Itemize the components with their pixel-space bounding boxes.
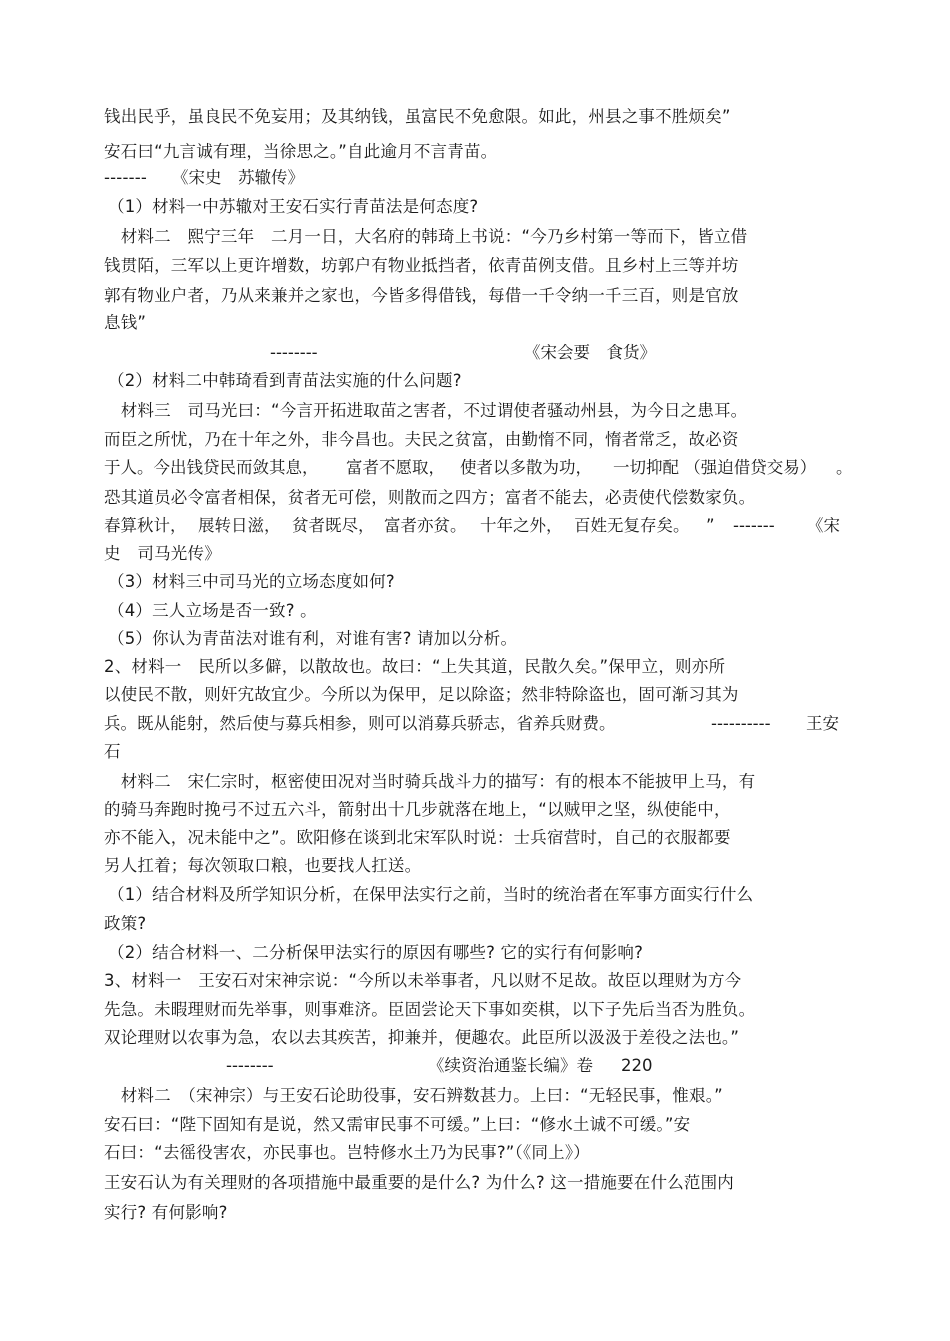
question: （2）结合材料一、二分析保甲法实行的原因有哪些? 它的实行有何影响?	[108, 943, 644, 962]
dash-separator: -------	[733, 516, 775, 535]
text-segment: 贫者既尽，	[292, 516, 375, 535]
text-segment: 十年之外，	[480, 516, 563, 535]
text-segment: 使者以多散为功，	[460, 458, 592, 477]
text-segment: 展转日滋，	[198, 516, 281, 535]
citation: 《宋会要 食货》	[524, 343, 656, 362]
question: （5）你认为青苗法对谁有利，对谁有害? 请加以分析。	[108, 629, 518, 648]
question: 实行? 有何影响?	[104, 1203, 228, 1222]
citation-number: 220	[621, 1056, 653, 1075]
text-line: 另人扛着；每次领取口粮，也要找人扛送。	[104, 856, 422, 875]
text-line: 以使民不散，则奸宄故宜少。今所以为保甲，足以除盗；然非特除盗也，固可渐习其为	[104, 685, 739, 704]
text-segment: 兵。既从能射，然后使与募兵相参，则可以消募兵骄志，省养兵财费。	[104, 714, 616, 733]
dash-separator: --------	[226, 1056, 274, 1075]
citation: 《续资治通鉴长编》卷	[428, 1056, 593, 1075]
text-segment: 富者不愿取，	[346, 458, 445, 477]
text-segment: 于人。今出钱贷民而敛其息，	[104, 458, 319, 477]
text-line: 安石曰：“陛下固知有是说，然又需审民事不可缓。”上曰：“修水土诚不可缓。”安	[104, 1115, 691, 1134]
citation: 王安	[806, 714, 839, 733]
question: （1）材料一中苏辙对王安石实行青苗法是何态度?	[108, 197, 479, 216]
text-line: 2、材料一 民所以多僻，以散故也。故曰：“上失其道，民散久矣。”保甲立，则亦所	[104, 657, 726, 676]
dash-separator: -------	[104, 168, 148, 187]
dash-separator: ----------	[711, 714, 771, 733]
question: （4）三人立场是否一致? 。	[108, 601, 317, 620]
text-segment: 一切抑配 （强迫借贷交易）	[613, 458, 817, 477]
citation: 《宋	[807, 516, 840, 535]
text-line: 先急。未暇理财而先举事，则事难济。臣固尝论天下事如奕棋，以下子先后当否为胜负。	[104, 1000, 756, 1019]
citation: 史 司马光传》	[104, 544, 221, 563]
text-segment: 百姓无复存矣。	[574, 516, 690, 535]
text-line: 息钱”	[104, 313, 147, 332]
question: （2）材料二中韩琦看到青苗法实施的什么问题?	[108, 371, 462, 390]
text-segment: 春算秋计，	[104, 516, 187, 535]
question: （1）结合材料及所学知识分析，在保甲法实行之前，当时的统治者在军事方面实行什么	[108, 885, 754, 904]
text-line: 3、材料一 王安石对宋神宗说：“今所以未举事者，凡以财不足故。故臣以理财为方今	[104, 971, 742, 990]
citation: 石	[104, 742, 121, 761]
text-line: 材料二 （宋神宗）与王安石论助役事，安石辨数甚力。上曰：“无轻民事，惟艰。”	[104, 1086, 723, 1105]
text-line: 钱出民乎，虽良民不免妄用；及其纳钱，虽富民不免愈限。如此，州县之事不胜烦矣”	[104, 107, 731, 126]
text-line: 郭有物业户者，乃从来兼并之家也，今皆多得借钱，每借一千令纳一千三百，则是官放	[104, 286, 739, 305]
text-line: 钱贯陌，三军以上更许增数，坊郭户有物业抵挡者，依青苗例支借。且乡村上三等并坊	[104, 256, 739, 275]
question: 王安石认为有关理财的各项措施中最重要的是什么? 为什么? 这一措施要在什么范围内	[104, 1173, 735, 1192]
text-line: 的骑马奔跑时挽弓不过五六斗，箭射出十几步就落在地上，“以贼甲之坚，纵使能中，	[104, 800, 731, 819]
text-line: 安石曰“九言诚有理，当徐思之。”自此逾月不言青苗。	[104, 142, 498, 161]
text-line: 而臣之所忧，乃在十年之外，非今昌也。夫民之贫富，由勤惰不同，惰者常乏，故必资	[104, 430, 739, 449]
text-line: 恐其道员必令富者相保，贫者无可偿，则散而之四方；富者不能去，必责使代偿数家负。	[104, 488, 756, 507]
text-segment: 富者亦贫。	[384, 516, 467, 535]
text-line: 材料二 宋仁宗时，枢密使田况对当时骑兵战斗力的描写：有的根本不能披甲上马，有	[104, 772, 756, 791]
text-line: 材料三 司马光曰：“今言开拓进取苗之害者，不过谓使者骚动州县，为今日之患耳。	[104, 401, 748, 420]
text-line: 石曰：“去徭役害农，亦民事也。岂特修水土乃为民事?”（《同上》）	[104, 1143, 591, 1162]
citation: 《宋史 苏辙传》	[172, 168, 304, 187]
text-line: 材料二 熙宁三年 二月一日，大名府的韩琦上书说：“今乃乡村第一等而下，皆立借	[104, 227, 748, 246]
text-line: 双论理财以农事为急，农以去其疾苦，抑兼并，便趣农。此臣所以汲汲于差役之法也。”	[104, 1028, 740, 1047]
text-line: 亦不能入，况未能中之”。欧阳修在谈到北宋军队时说：士兵宿营时，自己的衣服都要	[104, 828, 731, 847]
text-segment: ”	[706, 516, 715, 535]
question: 政策?	[104, 914, 147, 933]
question: （3）材料三中司马光的立场态度如何?	[108, 572, 395, 591]
dash-separator: --------	[270, 343, 318, 362]
text-segment: 。	[836, 458, 853, 477]
